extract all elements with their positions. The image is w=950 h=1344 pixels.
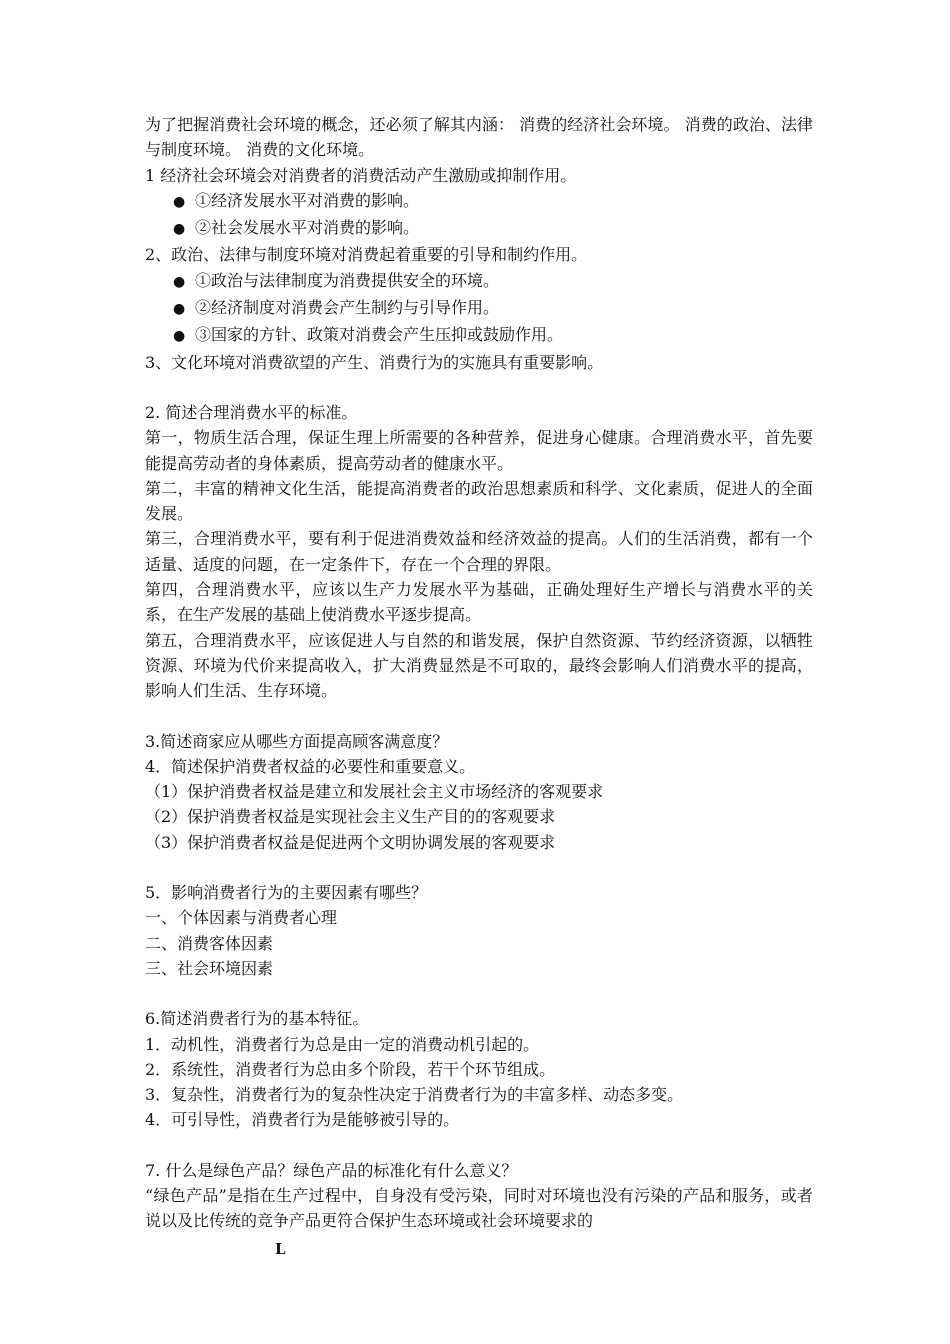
bullet-dot-icon: ● [173, 273, 186, 290]
bullet-item: ● ①政治与法律制度为消费提供安全的环境。 [173, 268, 813, 295]
question-5-title: 5．影响消费者行为的主要因素有哪些？ [145, 883, 428, 903]
question-7-title: 7. 什么是绿色产品？绿色产品的标准化有什么意义？ [145, 1160, 518, 1180]
list-item: 三、社会环境因素 [145, 958, 274, 978]
document-body [145, 112, 813, 1234]
bullet-dot-icon: ● [173, 193, 186, 210]
list-item: 4．可引导性，消费者行为是能够被引导的。 [145, 1110, 460, 1130]
list-item: 1．动机性，消费者行为总是由一定的消费动机引起的。 [145, 1034, 540, 1054]
intro-paragraph: 为了把握消费社会环境的概念，还必须了解其内涵： 消费的经济社会环境。 消费的政治、法律与制度环境。 消费的文化环境。 [145, 115, 813, 160]
list-item: 一、个体因素与消费者心理 [145, 908, 338, 928]
bullet-dot-icon: ● [173, 221, 186, 238]
question-3-title: 3.简述商家应从哪些方面提高顾客满意度？ [145, 731, 449, 751]
section-1-heading: 1 经济社会环境会对消费者的消费活动产生激励或抑制作用。 [145, 165, 577, 185]
list-item: 二、消费客体因素 [145, 933, 274, 953]
bullet-item: ● ③国家的方针、政策对消费会产生压抑或鼓励作用。 [173, 322, 813, 349]
list-item: （2）保护消费者权益是实现社会主义生产目的的客观要求 [145, 807, 556, 827]
answer-paragraph: 第二，丰富的精神文化生活，能提高消费者的政治思想素质和科学、文化素质，促进人的全面发展。 [145, 478, 813, 524]
question-6-title: 6.简述消费者行为的基本特征。 [145, 1009, 369, 1029]
section-2-heading: 2、政治、法律与制度环境对消费起着重要的引导和制约作用。 [145, 245, 588, 265]
bullet-dot-icon: ● [173, 328, 186, 345]
question-2-title: 2. 简述合理消费水平的标准。 [145, 402, 358, 422]
list-item: 3．复杂性，消费者行为的复杂性决定于消费者行为的丰富多样、动态多变。 [145, 1085, 684, 1105]
answer-paragraph: 第一，物质生活合理，保证生理上所需要的各种营养，促进身心健康。合理消费水平，首先要能提高劳动者的身体素质，提高劳动者的健康水平。 [145, 428, 813, 473]
answer-paragraph: 第四，合理消费水平，应该以生产力发展水平为基础，正确处理好生产增长与消费水平的关系，在生产发展的基础上使消费水平逐步提高。 [145, 580, 813, 625]
section-3-heading: 3、文化环境对消费欲望的产生、消费行为的实施具有重要影响。 [145, 352, 604, 372]
bullet-item: ● ②经济制度对消费会产生制约与引导作用。 [173, 295, 813, 322]
list-item: （3）保护消费者权益是促进两个文明协调发展的客观要求 [145, 832, 556, 852]
answer-paragraph: 第五，合理消费水平，应该促进人与自然的和谐发展，保护自然资源、节约经济资源，以牺牲资源、环境为代价来提高收入，扩大消费显然是不可取的，最终会影响人们消费水平的提高，影响人们生活、生存环境。 [145, 630, 813, 701]
list-item: （1）保护消费者权益是建立和发展社会主义市场经济的客观要求 [145, 782, 604, 802]
answer-paragraph: “绿色产品”是指在生产过程中，自身没有受污染，同时对环境也没有污染的产品和服务，或者说以及比传统的竞争产品更符合保护生态环境或社会环境要求的 [145, 1185, 813, 1231]
bullet-dot-icon: ● [173, 301, 186, 318]
bullet-item: ● ①经济发展水平对消费的影响。 [173, 188, 813, 215]
footer-mark: L [275, 1240, 286, 1258]
question-4-title: 4．简述保护消费者权益的必要性和重要意义。 [145, 756, 476, 776]
answer-paragraph: 第三，合理消费水平，要有利于促进消费效益和经济效益的提高。人们的生活消费，都有一个适量、适度的问题，在一定条件下，存在一个合理的界限。 [145, 529, 813, 574]
list-item: 2．系统性，消费者行为总由多个阶段，若干个环节组成。 [145, 1059, 556, 1079]
bullet-item: ● ②社会发展水平对消费的影响。 [173, 215, 813, 242]
